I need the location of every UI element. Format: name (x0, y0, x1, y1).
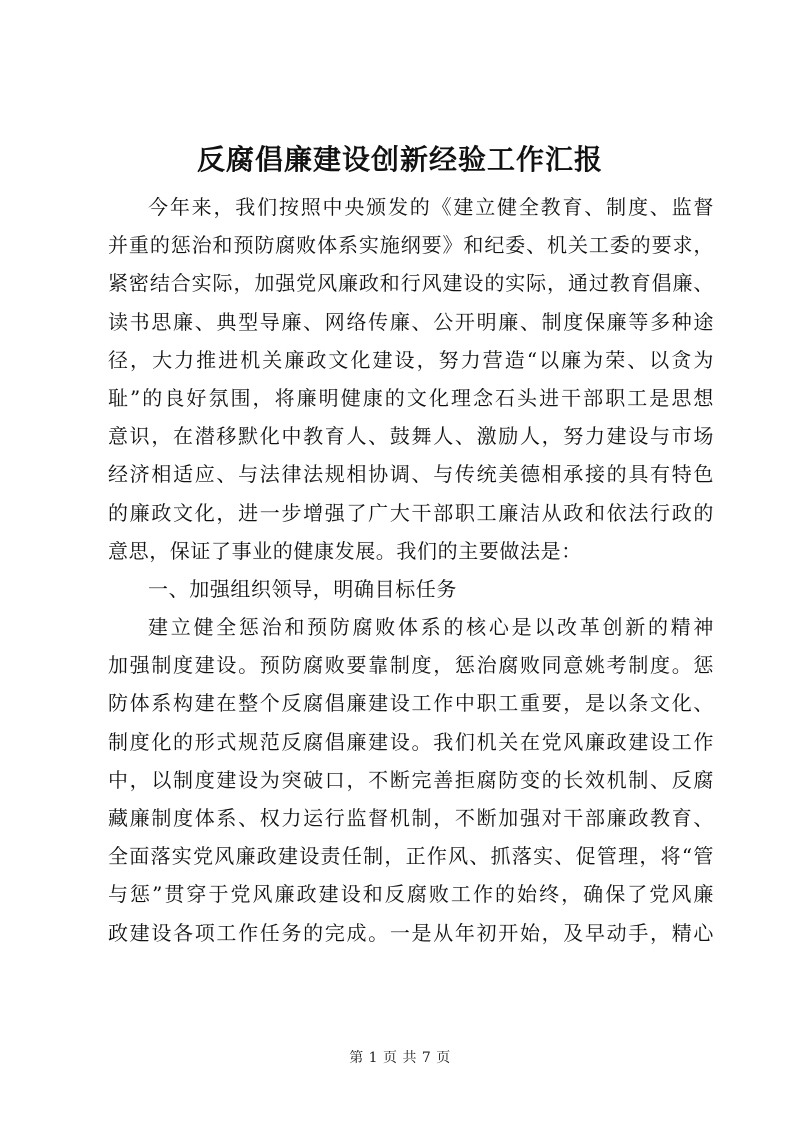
paragraph-line: 的廉政文化，进一步增强了广大干部职工廉洁从政和依法行政的 (108, 500, 714, 525)
paragraph-line: 中，以制度建设为突破口，不断完善拒腐防变的长效机制、反腐 (108, 767, 714, 792)
paragraph-line: 全面落实党风廉政建设责任制，正作风、抓落实、促管理，将“管 (108, 844, 714, 869)
paragraph-line: 经济相适应、与法律法规相协调、与传统美德相承接的具有特色 (108, 462, 714, 487)
paragraph-line: 径，大力推进机关廉政文化建设，努力营造“以廉为荣、以贪为 (108, 347, 714, 372)
paragraph-line: 制度化的形式规范反腐倡廉建设。我们机关在党风廉政建设工作 (108, 729, 714, 754)
paragraph-line: 读书思廉、典型导廉、网络传廉、公开明廉、制度保廉等多种途 (108, 309, 714, 334)
paragraph-line: 意思，保证了事业的健康发展。我们的主要做法是： (108, 538, 582, 563)
page-footer: 第 1 页 共 7 页 (349, 1050, 451, 1066)
paragraph-line: 防体系构建在整个反腐倡廉建设工作中职工重要，是以条文化、 (108, 691, 714, 716)
section-heading: 一、加强组织领导，明确目标任务 (148, 576, 457, 601)
paragraph-line: 与惩”贯穿于党风廉政建设和反腐败工作的始终，确保了党风廉 (108, 882, 714, 907)
document-title: 反腐倡廉建设创新经验工作汇报 (196, 143, 603, 176)
paragraph-line: 建立健全惩治和预防腐败体系的核心是以改革创新的精神 (148, 615, 714, 640)
document-body (108, 188, 714, 952)
paragraph-line: 加强制度建设。预防腐败要靠制度，惩治腐败同意姚考制度。惩 (108, 653, 714, 678)
paragraph-line: 耻”的良好氛围，将廉明健康的文化理念石头进干部职工是思想 (108, 385, 714, 410)
paragraph-line: 今年来，我们按照中央颁发的《建立健全教育、制度、监督 (148, 195, 714, 219)
paragraph-line: 意识，在潜移默化中教育人、鼓舞人、激励人，努力建设与市场 (108, 424, 714, 449)
paragraph-line: 政建设各项工作任务的完成。一是从年初开始，及早动手，精心 (108, 920, 714, 945)
paragraph-line: 并重的惩治和预防腐败体系实施纲要》和纪委、机关工委的要求， (108, 233, 714, 258)
paragraph-line: 紧密结合实际，加强党风廉政和行风建设的实际，通过教育倡廉、 (108, 271, 714, 296)
paragraph-line: 藏廉制度体系、权力运行监督机制，不断加强对干部廉政教育、 (108, 806, 714, 830)
